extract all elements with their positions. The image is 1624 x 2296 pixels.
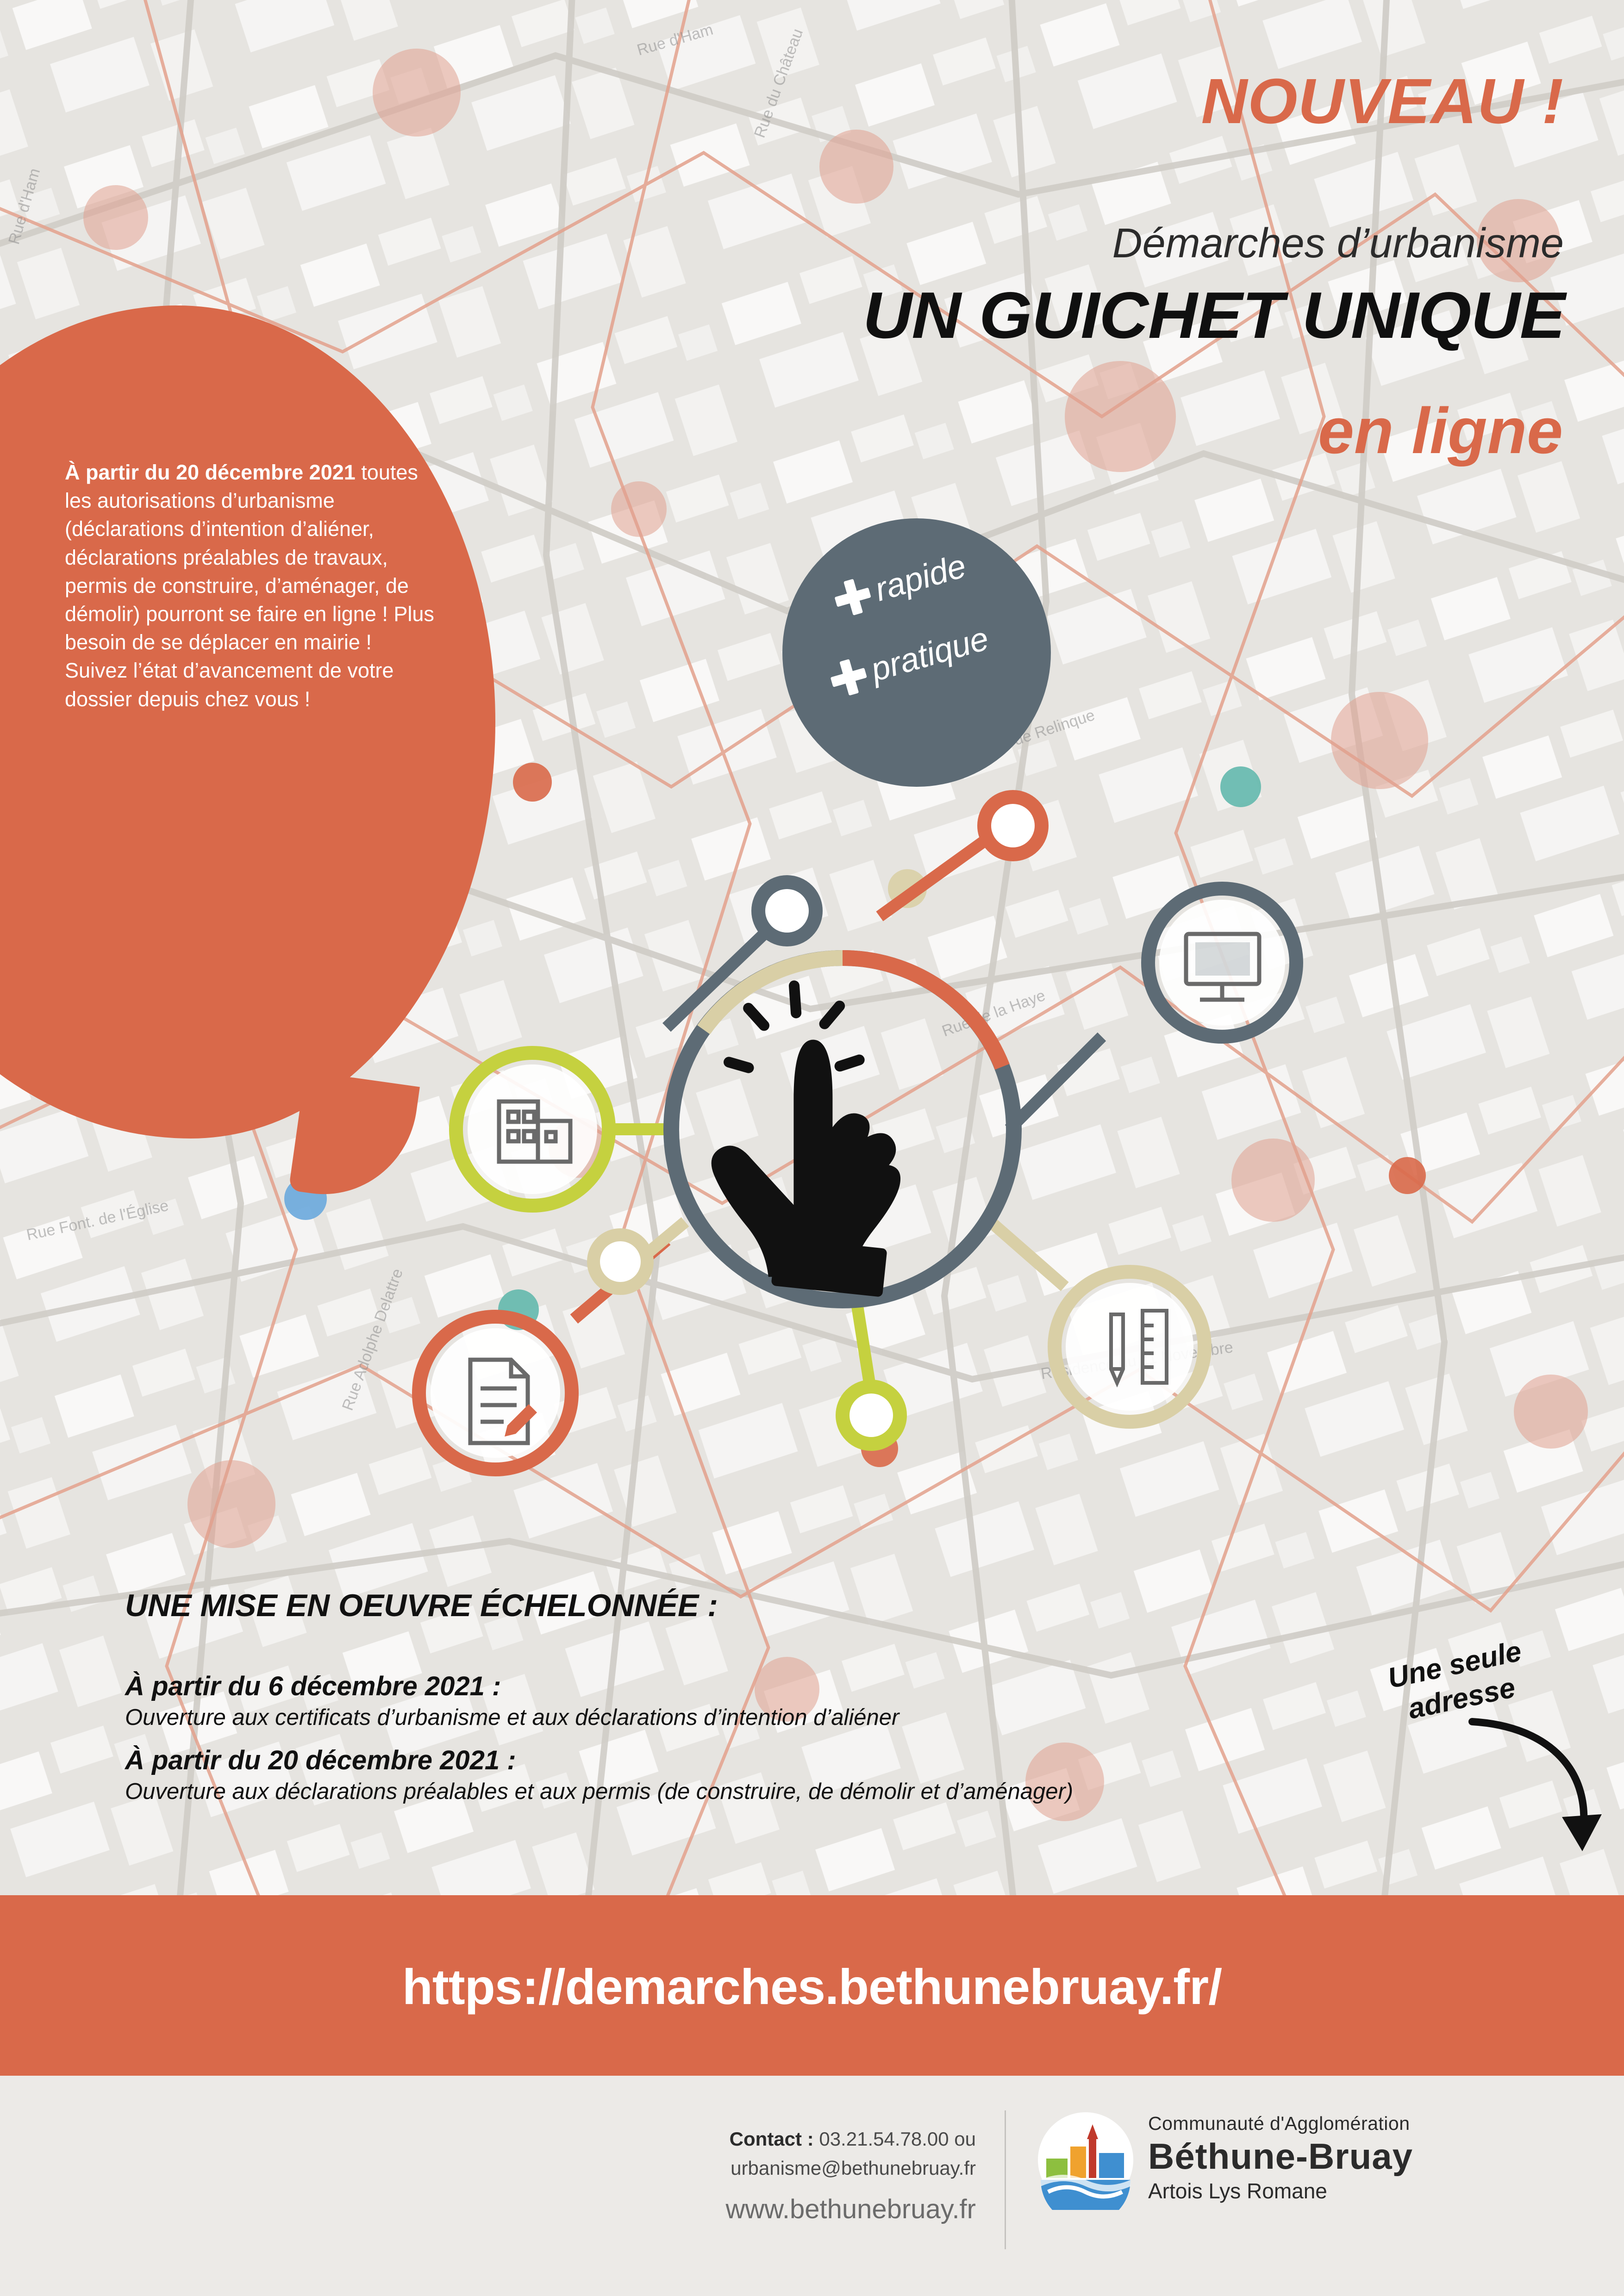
new-badge: NOUVEAU ! [1201, 66, 1564, 137]
agglomeration-logo-icon [1037, 2110, 1134, 2210]
curved-arrow-icon [1458, 1712, 1611, 1870]
rollout-step-desc: Ouverture aux déclarations préalables et aux permis (de construire, de démolir et d’aménager) [125, 1779, 1074, 1804]
rollout-title: UNE MISE EN OEUVRE ÉCHELONNÉE : [125, 1588, 718, 1623]
svg-text:Rue Font. de l'Église: Rue Font. de l'Église [25, 1196, 170, 1244]
node-pencil-ruler [1055, 1272, 1205, 1422]
node-monitor [1148, 889, 1296, 1037]
logo-line-3: Artois Lys Romane [1148, 2179, 1327, 2203]
benefit-label: rapide [871, 547, 970, 609]
address-annotation: Une seule adresse [1385, 1635, 1524, 1726]
page-title: UN GUICHET UNIQUE [862, 279, 1565, 352]
callout-body: toutes les autorisations d’urbanisme (déclarations d’intention d’aliéner, déclarations préalables de travaux, permis de construire, d’aménager, de démolir) pourront se faire en ligne ! Plus besoin de se déplacer en mairie ! Suivez l’état d’avancement de votre dossier depuis chez vous ! [65, 460, 434, 711]
node-document [419, 1317, 572, 1469]
footer-website[interactable]: www.bethunebruay.fr [725, 2194, 976, 2224]
rollout-step [125, 1671, 899, 1730]
logo-line-1: Communauté d'Agglomération [1148, 2113, 1410, 2134]
rollout-step-date: À partir du 20 décembre 2021 : [125, 1745, 516, 1775]
network-diagram [380, 778, 1583, 1541]
logo-wordmark [1148, 2113, 1413, 2203]
contact-phone: 03.21.54.78.00 ou [819, 2128, 976, 2150]
website-url[interactable]: https://demarches.bethunebruay.fr/ [402, 1959, 1222, 2015]
callout-text [65, 458, 435, 713]
contact-email[interactable]: urbanisme@bethunebruay.fr [731, 2157, 976, 2179]
benefit-label: pratique [867, 620, 993, 689]
svg-text:Rue du Château de Relinque: de Relinque [1012, 706, 1097, 749]
rollout-step-date: À partir du 6 décembre 2021 : [125, 1671, 501, 1701]
contact-info [730, 2124, 976, 2183]
svg-text:Rue d'Ham: Rue d'Ham [5, 166, 44, 247]
page-title-accent: en ligne [1318, 394, 1563, 467]
callout-lead: À partir du 20 décembre 2021 [65, 460, 356, 484]
svg-text:Rue du Château: Rue du Château [750, 26, 807, 140]
header-subtitle: Démarches d’urbanisme [1112, 220, 1564, 267]
svg-text:Rue de la Haye: Rue de la Haye [939, 986, 1048, 1040]
node-building [456, 1053, 609, 1206]
contact-label: Contact : [729, 2128, 814, 2150]
svg-text:Rue d'Ham: Rue d'Ham [635, 20, 715, 59]
footer-divider [1005, 2110, 1006, 2249]
logo-line-2: Béthune-Bruay [1148, 2136, 1413, 2177]
svg-text:Rue Adolphe Delattre: Rue Adolphe Delattre [338, 1266, 407, 1413]
svg-text:Résidence du 11 Novembre: Novembre [1160, 1338, 1234, 1366]
rollout-step [125, 1745, 1073, 1804]
rollout-step-desc: Ouverture aux certificats d’urbanisme et aux déclarations d’intention d’aliéner [125, 1705, 899, 1730]
